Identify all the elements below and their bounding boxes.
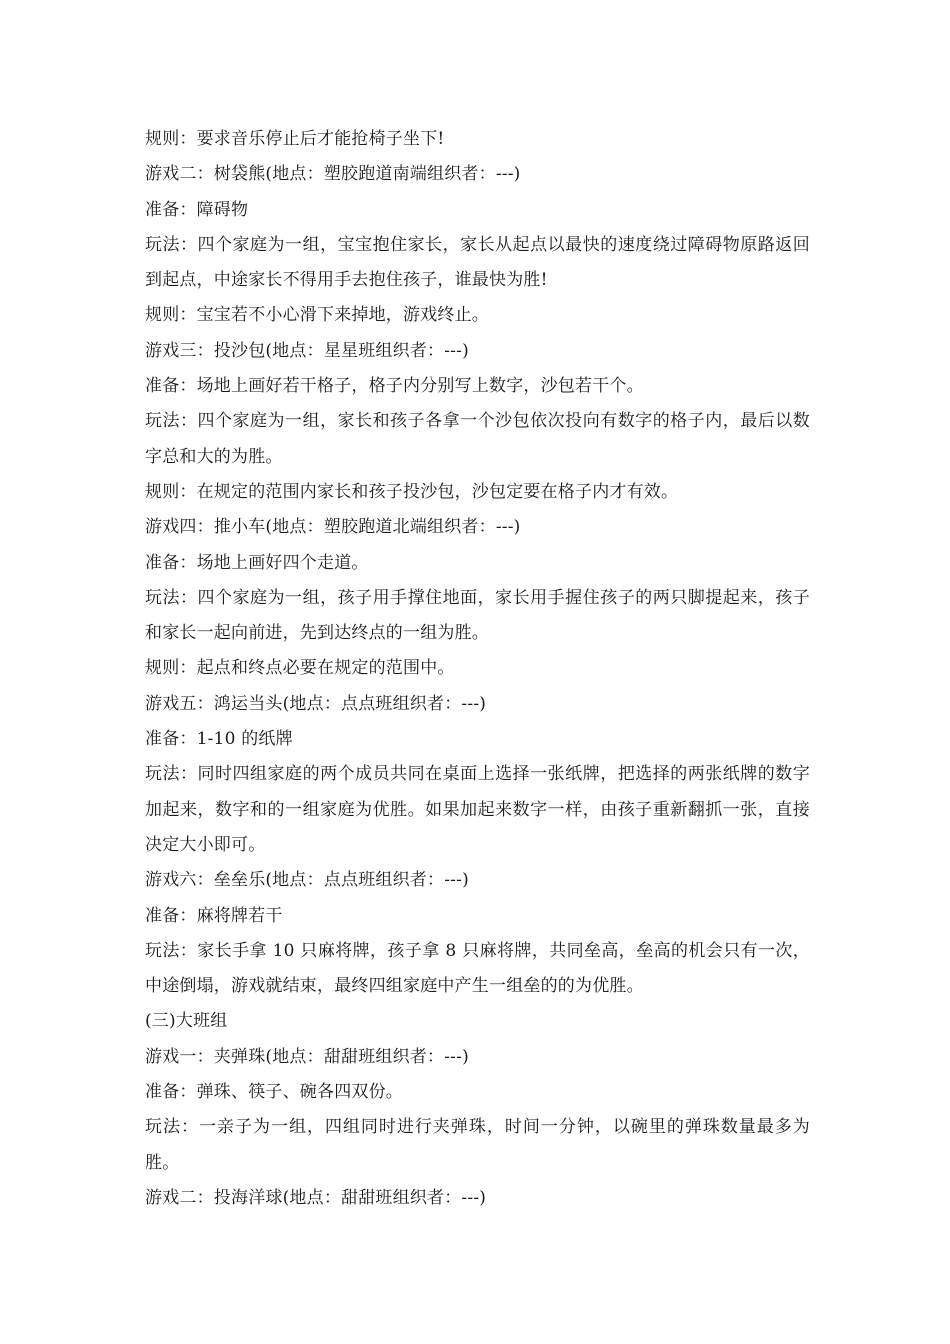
document-body [145,122,810,1216]
game-heading: 游戏二：投海洋球(地点：甜甜班组织者：---) [145,1187,487,1208]
game-heading: 游戏四：推小车(地点：塑胶跑道北端组织者：---) [145,517,521,538]
preparation-paragraph: 准备：麻将牌若干 [145,905,283,926]
gameplay-paragraph: 玩法：同时四组家庭的两个成员共同在桌面上选择一张纸牌，把选择的两张纸牌的数字加起来，数字和的一组家庭为优胜。如果加起来数字一样，由孩子重新翻抓一张，直接决定大小即可。 [145,764,810,855]
rule-paragraph: 规则：在规定的范围内家长和孩子投沙包，沙包定要在格子内才有效。 [145,481,679,502]
game-heading: 游戏五：鸿运当头(地点：点点班组织者：---) [145,693,487,714]
gameplay-paragraph: 玩法：四个家庭为一组，孩子用手撑住地面，家长用手握住孩子的两只脚提起来，孩子和家长一起向前进，先到达终点的一组为胜。 [145,587,810,644]
game-heading: 游戏三：投沙包(地点：星星班组织者：---) [145,340,469,361]
preparation-paragraph: 准备：障碍物 [145,199,249,220]
gameplay-paragraph: 玩法：四个家庭为一组，宝宝抱住家长，家长从起点以最快的速度绕过障碍物原路返回到起点，中途家长不得用手去抱住孩子，谁最快为胜! [145,234,810,291]
rule-paragraph: 规则：宝宝若不小心滑下来掉地，游戏终止。 [145,305,489,326]
game-heading: 游戏一：夹弹珠(地点：甜甜班组织者：---) [145,1046,469,1067]
gameplay-paragraph: 玩法：一亲子为一组，四组同时进行夹弹珠，时间一分钟，以碗里的弹珠数量最多为胜。 [145,1117,810,1173]
game-heading: 游戏六：垒垒乐(地点：点点班组织者：---) [145,870,469,891]
preparation-paragraph: 准备：场地上画好若干格子，格子内分别写上数字，沙包若干个。 [145,376,644,397]
gameplay-paragraph: 玩法：四个家庭为一组，家长和孩子各拿一个沙包依次投向有数字的格子内，最后以数字总和大的为胜。 [145,411,810,467]
preparation-paragraph: 准备：弹珠、筷子、碗各四双份。 [145,1082,403,1103]
preparation-paragraph: 准备：场地上画好四个走道。 [145,552,369,573]
rule-paragraph: 规则：起点和终点必要在规定的范围中。 [145,658,455,679]
gameplay-paragraph: 玩法：家长手拿 10 只麻将牌，孩子拿 8 只麻将牌，共同垒高，垒高的机会只有一次，中途倒塌，游戏就结束，最终四组家庭中产生一组垒的的为优胜。 [145,940,810,997]
preparation-paragraph: 准备：1-10 的纸牌 [145,729,293,750]
section-heading: (三)大班组 [145,1011,228,1032]
game-heading: 游戏二：树袋熊(地点：塑胶跑道南端组织者：---) [145,164,521,185]
rule-paragraph: 规则：要求音乐停止后才能抢椅子坐下! [145,129,445,149]
